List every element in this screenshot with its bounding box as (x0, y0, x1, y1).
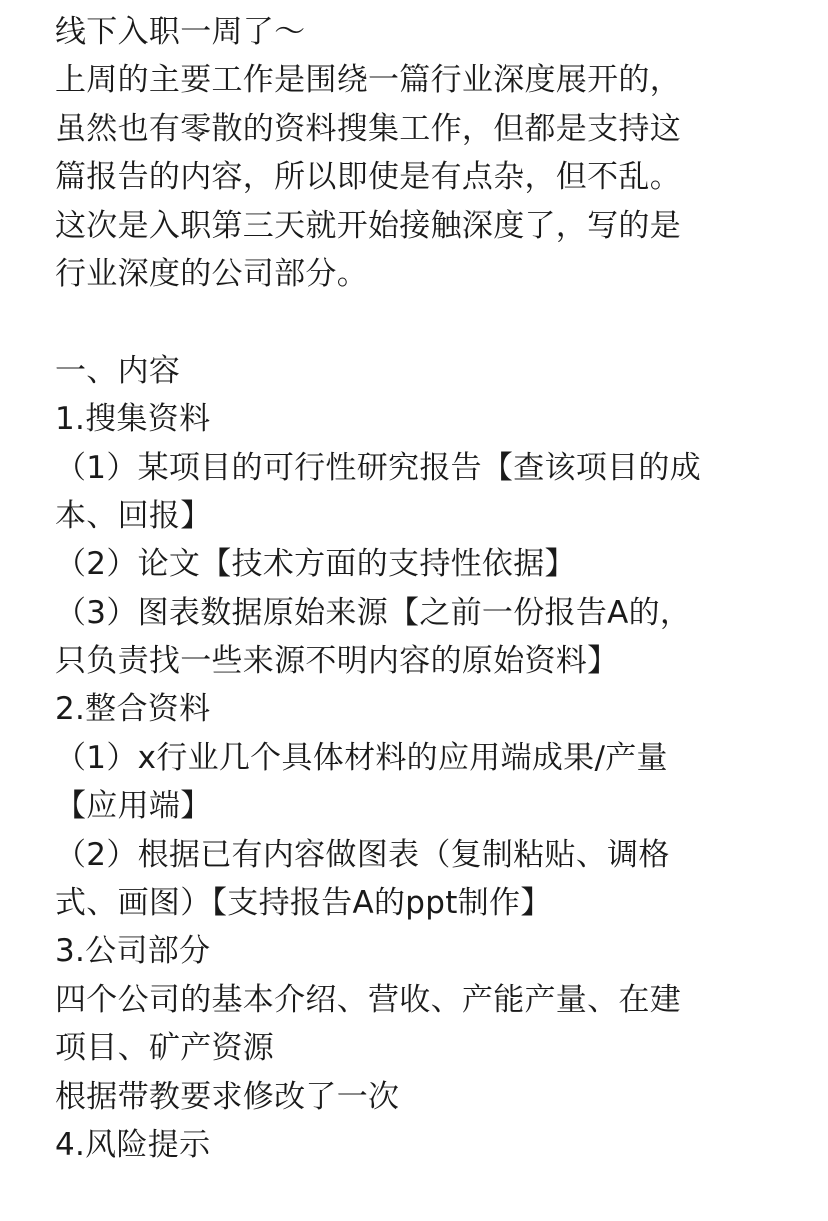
note-line: （1）x行业几个具体材料的应用端成果/产量 (55, 739, 668, 776)
note-line: 式、画图）【支持报告A的ppt制作】 (55, 885, 552, 922)
subsection-heading: 1.搜集资料 (55, 401, 211, 438)
note-line: 本、回报】 (55, 497, 212, 534)
note-line: 这次是入职第三天就开始接触深度了，写的是 (55, 207, 681, 244)
subsection-heading: 3.公司部分 (55, 933, 211, 970)
note-line: （2）根据已有内容做图表（复制粘贴、调格 (55, 836, 670, 873)
note-line: 篇报告的内容，所以即使是有点杂，但不乱。 (55, 159, 681, 196)
blank-line (55, 298, 775, 346)
subsection-heading: 4.风险提示 (55, 1126, 211, 1163)
note-line: （2）论文【技术方面的支持性依据】 (55, 546, 576, 583)
note-body (55, 8, 775, 1169)
note-line: 项目、矿产资源 (55, 1030, 275, 1067)
note-line: （1）某项目的可行性研究报告【查该项目的成 (55, 449, 702, 486)
note-line: 线下入职一周了～ (55, 14, 306, 50)
note-line: 只负责找一些来源不明内容的原始资料】 (55, 643, 619, 680)
note-line: 虽然也有零散的资料搜集工作，但都是支持这 (55, 110, 681, 147)
note-line: 根据带教要求修改了一次 (55, 1078, 400, 1115)
note-line: 上周的主要工作是围绕一篇行业深度展开的， (55, 62, 681, 99)
subsection-heading: 2.整合资料 (55, 691, 211, 728)
note-line: 行业深度的公司部分。 (55, 255, 368, 292)
section-heading: 一、内容 (55, 352, 181, 389)
note-line: 四个公司的基本介绍、营收、产能产量、在建 (55, 981, 681, 1018)
note-line: （3）图表数据原始来源【之前一份报告A的， (55, 594, 692, 631)
note-line: 【应用端】 (55, 788, 212, 825)
